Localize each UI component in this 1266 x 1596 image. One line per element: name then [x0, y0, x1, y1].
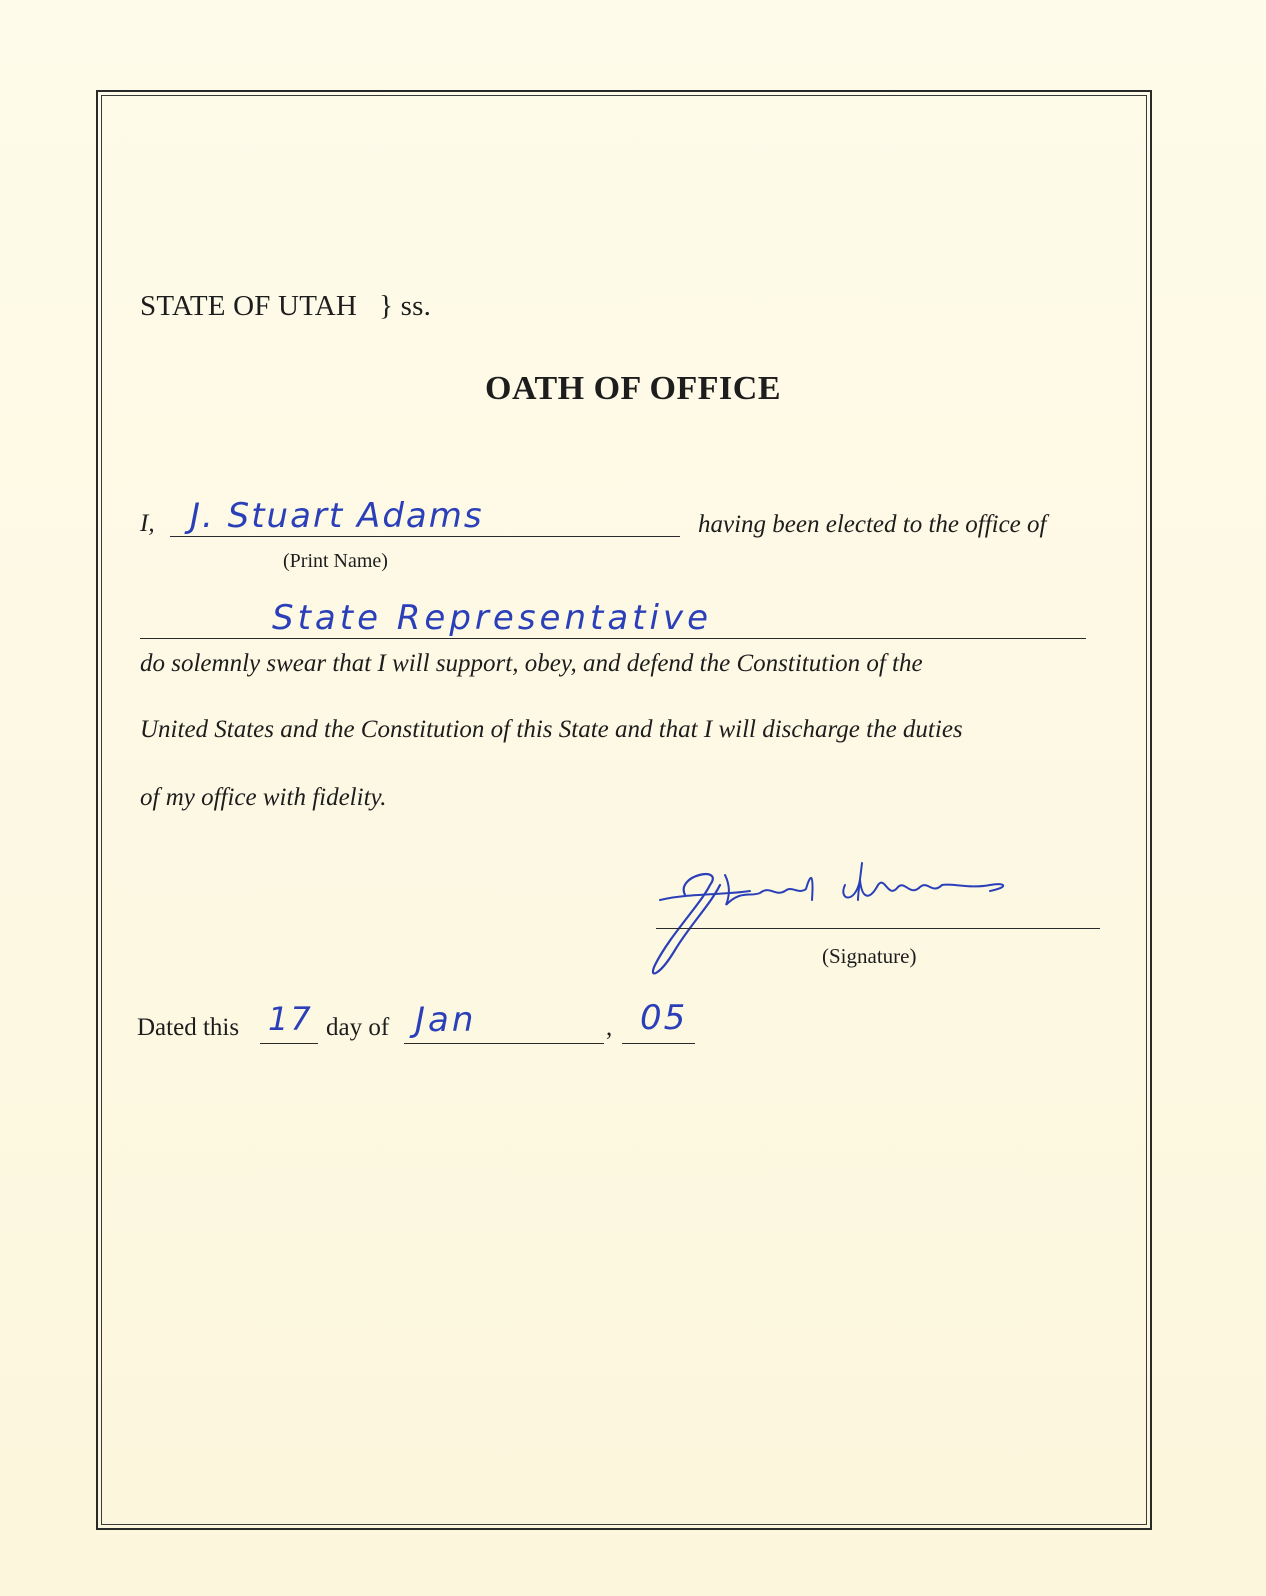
- signature-label: (Signature): [822, 944, 917, 968]
- signature-line: [656, 900, 1100, 929]
- print-name-label: (Print Name): [283, 550, 388, 572]
- ss-notation: } ss.: [379, 290, 432, 322]
- day-handwritten: 17: [268, 1000, 313, 1038]
- document-title: OATH OF OFFICE: [485, 370, 781, 407]
- oath-body-line-2: United States and the Constitution of this State and that I will discharge the duties: [140, 716, 963, 743]
- dated-prefix: Dated this: [137, 1014, 240, 1041]
- day-of-text: day of: [326, 1014, 390, 1041]
- state-heading: [140, 290, 431, 323]
- oath-body-line-3: of my office with fidelity.: [140, 784, 387, 811]
- date-comma: ,: [606, 1014, 613, 1041]
- month-handwritten: Jan: [415, 1000, 477, 1040]
- state-name: STATE OF UTAH: [140, 290, 358, 322]
- office-handwritten: State Representative: [272, 598, 712, 638]
- elected-text: having been elected to the office of: [698, 511, 1047, 538]
- oath-body-line-1: do solemnly swear that I will support, obey, and defend the Constitution of the: [140, 650, 923, 677]
- year-handwritten: 05: [640, 998, 688, 1038]
- print-name-handwritten: J. Stuart Adams: [190, 496, 484, 536]
- pronoun-i: I,: [140, 510, 155, 537]
